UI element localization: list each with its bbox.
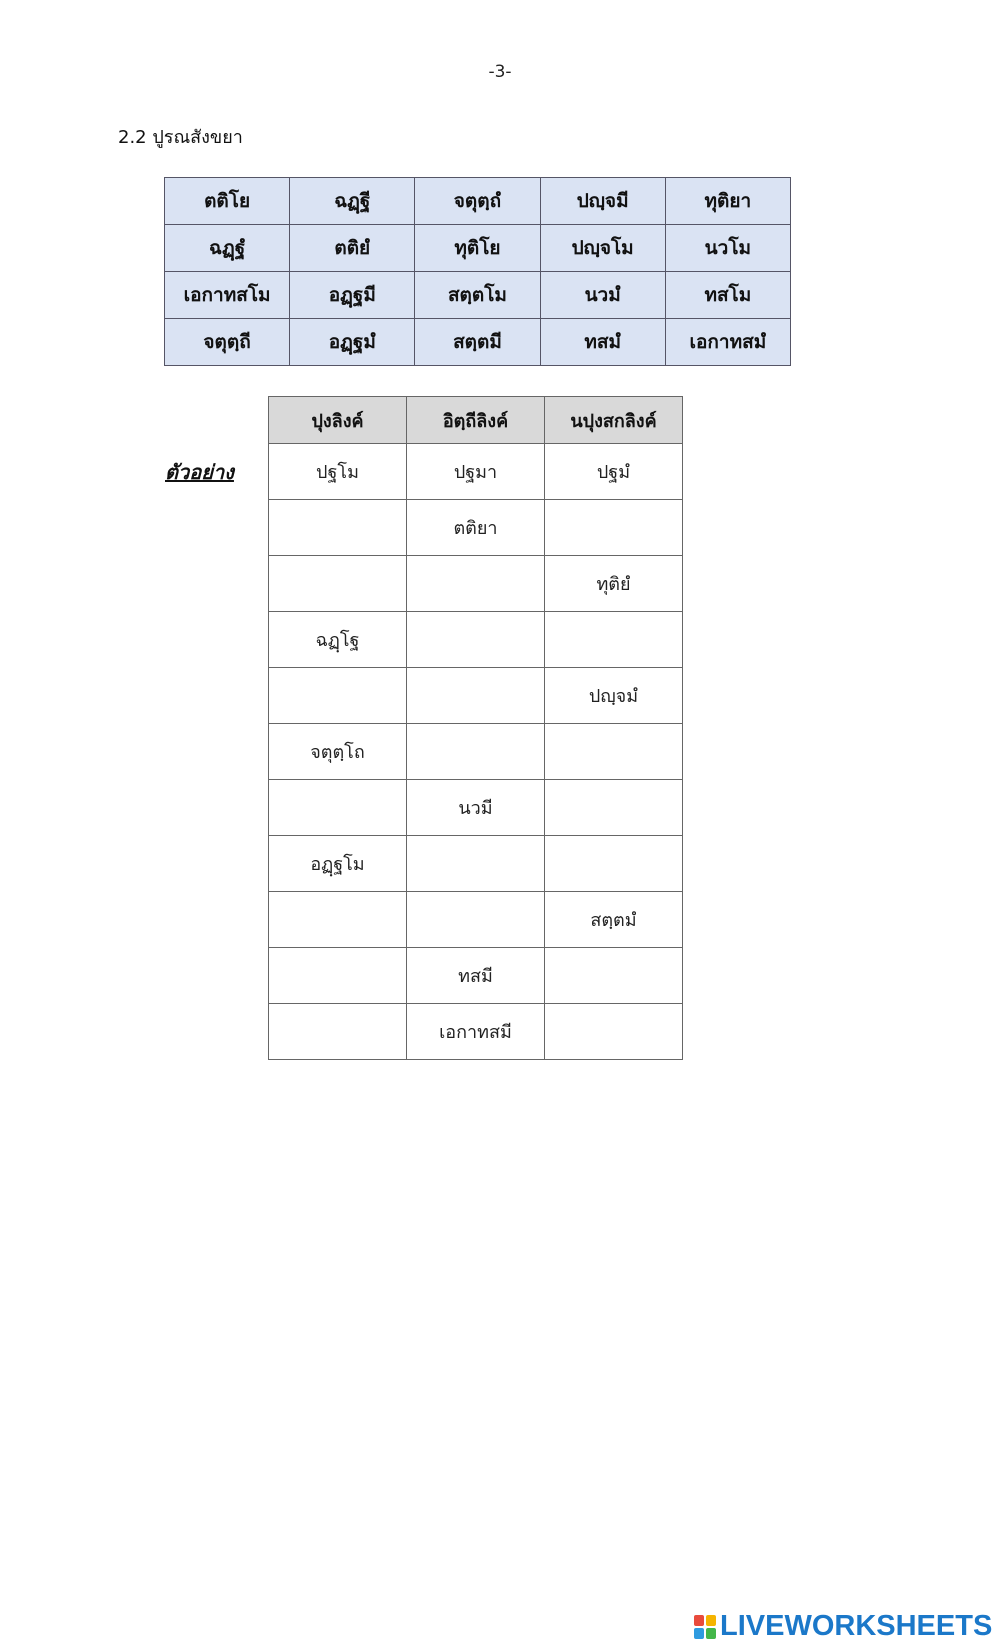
gender-table-cell: ฉฏฺโฐ xyxy=(269,612,407,668)
gender-table-cell: จตุตฺโถ xyxy=(269,724,407,780)
gender-table-answer-cell[interactable] xyxy=(407,724,545,780)
gender-table-answer-cell[interactable] xyxy=(545,1004,683,1060)
gender-table-row xyxy=(269,836,683,892)
gender-table-cell: ปฐมา xyxy=(407,444,545,500)
word-grid-row xyxy=(165,225,791,272)
gender-table-row xyxy=(269,612,683,668)
gender-table-cell: ทสมี xyxy=(407,948,545,1004)
gender-table-cell: อฏฺฐโม xyxy=(269,836,407,892)
word-grid-cell: นวมํ xyxy=(540,272,665,319)
gender-table-row xyxy=(269,780,683,836)
word-grid-cell: เอกาทสโม xyxy=(165,272,290,319)
liveworksheets-brand xyxy=(694,1610,992,1643)
word-grid-cell: สตฺตมี xyxy=(415,319,540,366)
word-grid-cell: ตติยํ xyxy=(290,225,415,272)
word-grid-cell: ทสมํ xyxy=(540,319,665,366)
gender-table-header: นปุงสกลิงค์ xyxy=(545,397,683,444)
gender-table-answer-cell[interactable] xyxy=(269,500,407,556)
gender-table-row xyxy=(269,500,683,556)
word-grid-row xyxy=(165,178,791,225)
word-grid-cell: ปญฺจมี xyxy=(540,178,665,225)
gender-table-cell: ทุติยํ xyxy=(545,556,683,612)
word-grid-cell: ตติโย xyxy=(165,178,290,225)
word-grid-cell: ฉฏฺฐี xyxy=(290,178,415,225)
gender-table-cell: นวมี xyxy=(407,780,545,836)
gender-table-answer-cell[interactable] xyxy=(545,948,683,1004)
gender-table-header: ปุงลิงค์ xyxy=(269,397,407,444)
word-grid-cell: ทุติยา xyxy=(665,178,790,225)
gender-table-row xyxy=(269,892,683,948)
gender-table-cell: ปฐมํ xyxy=(545,444,683,500)
gender-table-header: อิตฺถีลิงค์ xyxy=(407,397,545,444)
gender-table-row xyxy=(269,444,683,500)
example-label: ตัวอย่าง xyxy=(165,460,234,484)
word-grid-cell: เอกาทสมํ xyxy=(665,319,790,366)
word-grid-cell: สตฺตโม xyxy=(415,272,540,319)
word-grid-cell: ฉฏฺฐํ xyxy=(165,225,290,272)
word-grid-table xyxy=(164,177,791,366)
section-heading: 2.2 ปูรณสังขยา xyxy=(118,127,243,148)
gender-table-answer-cell[interactable] xyxy=(269,948,407,1004)
gender-table-answer-cell[interactable] xyxy=(269,668,407,724)
gender-table-answer-cell[interactable] xyxy=(545,724,683,780)
gender-table-answer-cell[interactable] xyxy=(407,836,545,892)
gender-table-header-row xyxy=(269,397,683,444)
gender-table-cell: ตติยา xyxy=(407,500,545,556)
gender-table-answer-cell[interactable] xyxy=(545,612,683,668)
gender-table-row xyxy=(269,724,683,780)
word-grid-cell: นวโม xyxy=(665,225,790,272)
word-grid-cell: จตุตฺถํ xyxy=(415,178,540,225)
gender-table-row xyxy=(269,948,683,1004)
gender-table-cell: สตฺตมํ xyxy=(545,892,683,948)
gender-table-answer-cell[interactable] xyxy=(407,892,545,948)
word-grid-cell: อฏฺฐมี xyxy=(290,272,415,319)
gender-table-answer-cell[interactable] xyxy=(545,836,683,892)
word-grid-cell: ทสโม xyxy=(665,272,790,319)
gender-table-answer-cell[interactable] xyxy=(407,556,545,612)
gender-table-answer-cell[interactable] xyxy=(269,1004,407,1060)
word-grid-cell: จตุตฺถี xyxy=(165,319,290,366)
gender-table-answer-cell[interactable] xyxy=(545,780,683,836)
word-grid-cell: ปญฺจโม xyxy=(540,225,665,272)
gender-table-row xyxy=(269,556,683,612)
gender-table-answer-cell[interactable] xyxy=(269,892,407,948)
brand-name: LIVEWORKSHEETS xyxy=(720,1610,993,1642)
gender-table-row xyxy=(269,1004,683,1060)
gender-table-answer-cell[interactable] xyxy=(407,612,545,668)
gender-table-answer-cell[interactable] xyxy=(407,668,545,724)
gender-table-row xyxy=(269,668,683,724)
word-grid-row xyxy=(165,319,791,366)
gender-table-cell: ปฐโม xyxy=(269,444,407,500)
gender-table-answer-cell[interactable] xyxy=(269,780,407,836)
gender-table-cell: ปญฺจมํ xyxy=(545,668,683,724)
gender-table-answer-cell[interactable] xyxy=(269,556,407,612)
page-number: -3- xyxy=(488,62,512,82)
word-grid-row xyxy=(165,272,791,319)
gender-table-answer-cell[interactable] xyxy=(545,500,683,556)
word-grid-cell: ทุติโย xyxy=(415,225,540,272)
liveworksheets-logo-icon xyxy=(694,1615,716,1639)
gender-table xyxy=(268,396,683,1060)
gender-table-cell: เอกาทสมี xyxy=(407,1004,545,1060)
word-grid-cell: อฏฺฐมํ xyxy=(290,319,415,366)
